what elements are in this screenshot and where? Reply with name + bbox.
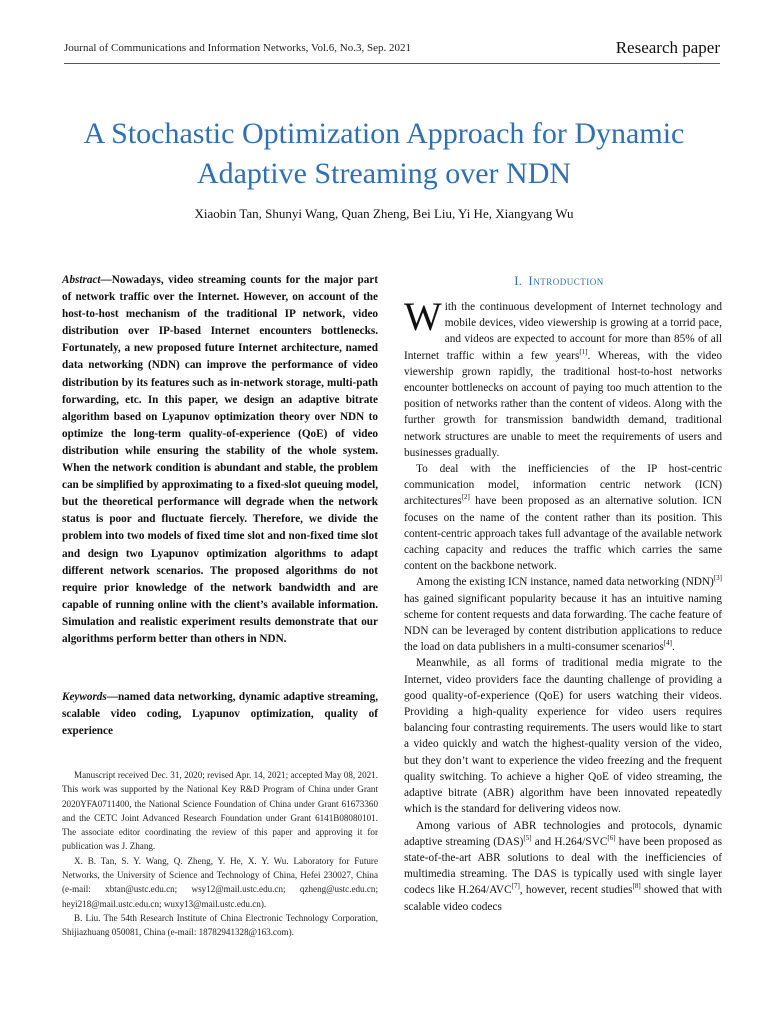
footnote-manuscript: Manuscript received Dec. 31, 2020; revised Apr. 14, 2021; accepted May 08, 2021. This work was supported by the National Key R&D Program of China under Grant 2020YFA0711400, the National Science Foundation of China under Grant 61673360 and the CETC Joint Advanced Research Foundation under Grant 6141B08080101. The associate editor coordinating the review of this paper and approving it for publication was J. Zhang. xyxy=(62,770,378,852)
section-number: I. xyxy=(514,273,522,288)
intro-paragraph-3: Among the existing ICN instance, named data networking (NDN)[3] has gained significant popularity because it has an intuitive naming scheme for content requests and data forwarding. The cache feature of NDN can be leveraged by content distribution applications to reduce the load on data publishers in a multi-consumer scenarios[4]. xyxy=(404,574,722,654)
citation-ref: [8] xyxy=(632,882,641,891)
introduction-body xyxy=(404,294,722,915)
abstract-label: Abstract xyxy=(62,274,101,286)
keywords xyxy=(62,689,378,740)
keywords-paragraph xyxy=(62,689,378,740)
abstract xyxy=(62,272,378,648)
section-heading xyxy=(398,273,720,289)
citation-ref: [6] xyxy=(607,833,616,842)
abstract-text: —Nowadays, video streaming counts for the major part of network traffic over the Internet. However, on account of the host-to-host mechanism of the traditional IP network, video distribution over IP-based Internet encounters bottlenecks. Fortunately, a new proposed future Internet architecture, named data networking (NDN) can improve the performance of video distribution by its features such as in-network storage, multi-path forwarding, etc. In this paper, we design an adaptive bitrate algorithm based on Lyapunov optimization theory over NDN to optimize the long-term quality-of-experience (QoE) of video distribution while ensuring the stability of the whole system. When the network condition is abundant and stable, the problem can be simplified by approximating to a fixed-slot queuing model, but the theoretical performance will degrade when the network status is poor and fluctuate fiercely. Therefore, we divide the problem into two models of fixed time slot and non-fixed time slot and design two Lyapunov optimization algorithms to adapt different network scenarios. The proposed algorithms do not require prior knowledge of the network bandwidth and are capable of running online with the client’s available information. Simulation and realistic experiment results demonstrate that our algorithms perform better than others in NDN. xyxy=(62,274,378,645)
citation-ref: [4] xyxy=(663,639,672,648)
paper-title xyxy=(40,114,728,194)
journal-citation: Journal of Communications and Information Networks, Vol.6, No.3, Sep. 2021 xyxy=(64,42,411,54)
drop-cap: W xyxy=(404,294,442,339)
paper-type-label: Research paper xyxy=(615,38,720,57)
citation-ref: [1] xyxy=(579,347,588,356)
footnotes xyxy=(62,768,378,940)
keywords-text: —named data networking, dynamic adaptive streaming, scalable video coding, Lyapunov optimization, quality of experience xyxy=(62,691,378,738)
author-list: Xiaobin Tan, Shunyi Wang, Quan Zheng, Bei Liu, Yi He, Xiangyang Wu xyxy=(194,206,574,221)
citation-ref: [5] xyxy=(523,833,532,842)
running-header xyxy=(64,38,720,62)
intro-paragraph-2: To deal with the inefficiencies of the IP host-centric communication model, information centric network (ICN) architectures[2] have been proposed as an alternative solution. ICN focuses on the name of the content rather than its position. This content-centric approach takes full advantage of the available network caching capacity and reduces the traffic which carries the same content on the backbone network. xyxy=(404,463,722,573)
section-title: Introduction xyxy=(528,273,604,288)
intro-paragraph-5: Among various of ABR technologies and protocols, dynamic adaptive streaming (DAS)[5] and H.264/SVC[6] have been proposed as state-of-the-art ABR solutions to deal with the inefficiencies of multimedia streaming. The DAS is typically used with single layer codecs like H.264/AVC[7], however, recent studies[8] showed that with scalable video codecs xyxy=(404,819,722,913)
citation-ref: [2] xyxy=(461,493,470,502)
abstract-paragraph xyxy=(62,272,378,648)
keywords-label: Keywords xyxy=(62,691,107,703)
footnote-affiliation-cetc: B. Liu. The 54th Research Institute of China Electronic Technology Corporation, Shijiazhuang 050081, China (e-mail: 18782941328@163.com). xyxy=(62,912,378,938)
citation-ref: [7] xyxy=(511,882,520,891)
intro-paragraph-4: Meanwhile, as all forms of traditional media migrate to the Internet, video providers face the daunting challenge of providing a good quality-of-experience (QoE) for users watching their videos. Providing a high-quality experience for video users requires balancing four contrasting requirements. The users would like to start a video quickly and watch the highest-quality version of the video, but they don’t want to experience the video freezing and the frequent quality switching. To achieve a higher QoE of video streaming, the adaptive bitrate (ABR) algorithm have been innovated repeatedly which is the standard for delivering videos now. xyxy=(404,657,722,816)
intro-paragraph-1: With the continuous development of Internet technology and mobile devices, video viewership is growing at a torrid pace, and videos are expected to account for more than 85% of all Internet traffic within a few years[1]. Whereas, with the video viewership grown rapidly, the traditional host-to-host networks encounter bottlenecks on account of paying too much attention to the position of networks rather than the content of videos. Along with the further growth for transmission bandwidth demand, traditional network structures are unable to meet the requirements of users and businesses gradually. xyxy=(404,294,722,459)
title-line-2: Adaptive Streaming over NDN xyxy=(196,157,572,190)
header-rule xyxy=(64,63,720,64)
footnote-affiliation-ustc: X. B. Tan, S. Y. Wang, Q. Zheng, Y. He, X. Y. Wu. Laboratory for Future Networks, the University of Science and Technology of China, Hefei 230027, China (e-mail: xbtan@ustc.edu.cn; wsy12@mail.ustc.edu.cn; qzheng@ustc.edu.cn; heyi218@mail.ustc.edu.cn; wuxy13@mail.ustc.edu.cn). xyxy=(62,855,378,909)
title-line-1: A Stochastic Optimization Approach for Dynamic xyxy=(83,117,685,150)
citation-ref: [3] xyxy=(713,574,722,583)
